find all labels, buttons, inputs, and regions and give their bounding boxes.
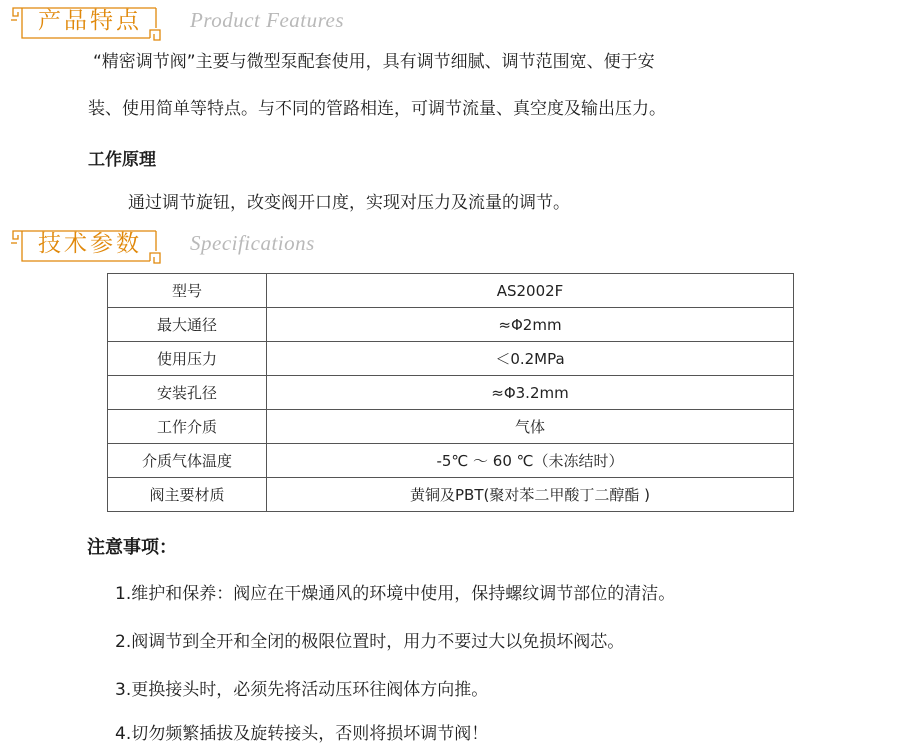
section-badge <box>8 2 164 42</box>
spec-table <box>107 273 794 512</box>
principle-text: 通过调节旋钮，改变阀开口度，实现对压力及流量的调节。 <box>128 193 570 213</box>
note-item: 2.阀调节到全开和全闭的极限位置时，用力不要过大以免损坏阀芯。 <box>115 632 625 652</box>
table-row <box>108 342 794 376</box>
notes-title: 注意事项： <box>87 537 177 558</box>
spec-key: 最大通径 <box>108 308 267 342</box>
principle-title: 工作原理 <box>88 150 156 170</box>
spec-key: 型号 <box>108 274 267 308</box>
note-item: 1.维护和保养：阀应在干燥通风的环境中使用，保持螺纹调节部位的清洁。 <box>115 584 676 604</box>
section-title: 技术参数 <box>38 231 142 257</box>
section-title: 产品特点 <box>38 8 142 34</box>
spec-value: ≈Φ3.2mm <box>267 376 794 410</box>
table-row <box>108 274 794 308</box>
table-row <box>108 444 794 478</box>
spec-value: ＜0.2MPa <box>267 342 794 376</box>
spec-value: AS2002F <box>267 274 794 308</box>
table-row <box>108 308 794 342</box>
spec-key: 使用压力 <box>108 342 267 376</box>
spec-key: 安装孔径 <box>108 376 267 410</box>
features-paragraph-line1: “精密调节阀”主要与微型泵配套使用，具有调节细腻、调节范围宽、便于安 <box>93 52 655 72</box>
spec-value: 气体 <box>267 410 794 444</box>
features-paragraph-line2: 装、使用简单等特点。与不同的管路相连，可调节流量、真空度及输出压力。 <box>88 99 666 119</box>
spec-value: ≈Φ2mm <box>267 308 794 342</box>
spec-value: 黄铜及PBT(聚对苯二甲酸丁二醇酯 ) <box>267 478 794 512</box>
table-row <box>108 410 794 444</box>
section-subtitle: Product Features <box>190 8 344 32</box>
spec-key: 阀主要材质 <box>108 478 267 512</box>
section-badge <box>8 225 164 265</box>
table-row <box>108 478 794 512</box>
note-item: 3.更换接头时，必须先将活动压环往阀体方向推。 <box>115 680 489 700</box>
spec-key: 介质气体温度 <box>108 444 267 478</box>
table-row <box>108 376 794 410</box>
spec-value: -5℃ ～ 60 ℃（未冻结时） <box>267 444 794 478</box>
note-item: 4.切勿频繁插拔及旋转接头，否则将损坏调节阀！ <box>115 724 489 744</box>
spec-key: 工作介质 <box>108 410 267 444</box>
section-subtitle: Specifications <box>190 231 315 255</box>
